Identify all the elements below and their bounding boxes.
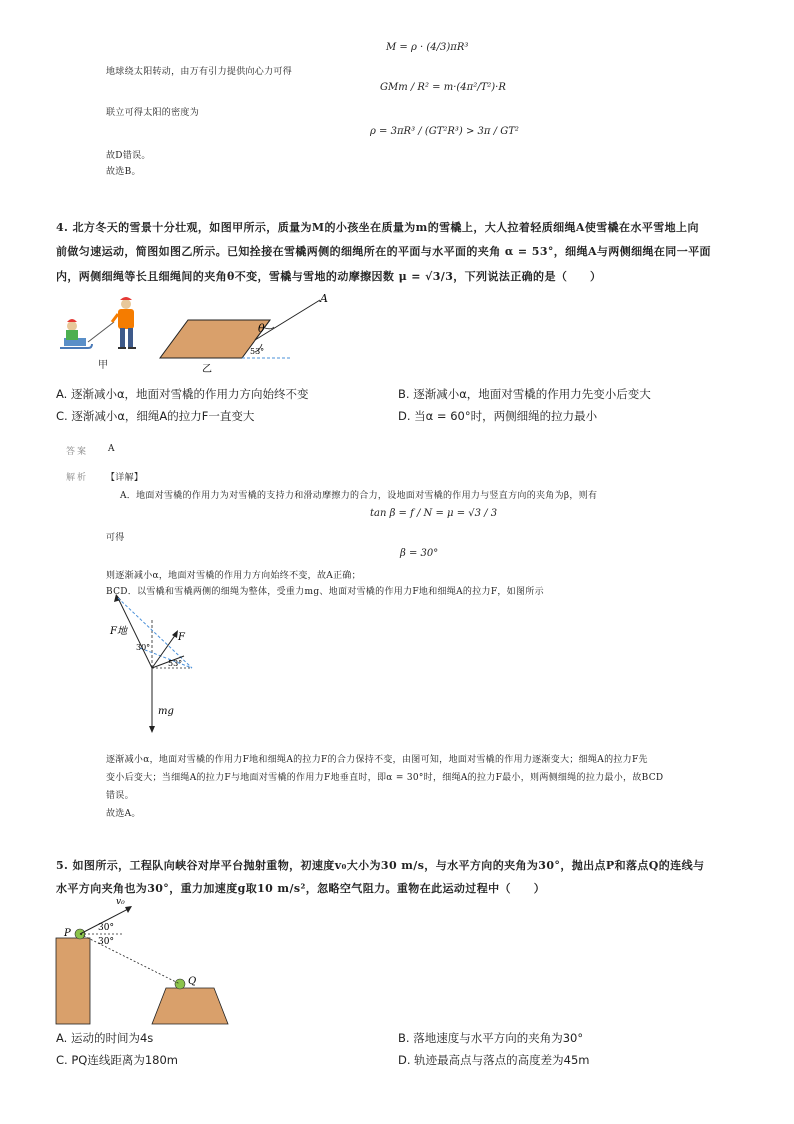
angle-53-label: 53° — [168, 659, 183, 668]
point-q-label: Q — [188, 976, 197, 987]
q4-option-d[interactable]: D. 当α = 60°时，两侧细绳的拉力最小 — [398, 409, 598, 423]
explanation-line: BCD．以雪橇和雪橇两侧的细绳为整体，受重力mg、地面对雪橇的作用力F地和细绳A的拉力F，如图所示 — [106, 587, 544, 597]
figure-yi — [150, 292, 340, 374]
rope-a-label: A — [320, 292, 328, 305]
detail-tag: 【详解】 — [106, 473, 144, 483]
explanation-line: 可得 — [106, 533, 125, 543]
answer-label: 答案 — [66, 447, 89, 457]
projectile-figure — [52, 896, 252, 1026]
force-label-fdi: F地 — [110, 626, 127, 637]
angle-label: 53° — [250, 347, 265, 356]
gravity-equation: GMm / R² = m·(4π²/T²)·R — [380, 82, 506, 93]
theta-label: θ — [258, 322, 265, 335]
q4-stem-line: 前做匀速运动，简图如图乙所示。已知拴接在雪橇两侧的细绳所在的平面与水平面的夹角 α = 53°，细绳A与两侧细绳在同一平面 — [56, 245, 711, 258]
point-p-label: P — [64, 928, 71, 939]
angle-up-label: 30° — [98, 923, 114, 933]
tan-equation: tan β = f / N = μ = √3 / 3 — [370, 508, 498, 519]
v0-label: v₀ — [116, 897, 125, 907]
q5-option-b[interactable]: B. 落地速度与水平方向的夹角为30° — [398, 1031, 584, 1045]
figure-label-jia: 甲 — [98, 360, 108, 371]
q4-option-b[interactable]: B. 逐渐减小α，地面对雪橇的作用力先变小后变大 — [398, 387, 651, 401]
q4-option-c[interactable]: C. 逐渐减小α，细绳A的拉力F一直变大 — [56, 409, 255, 423]
analysis-label: 解析 — [66, 473, 89, 483]
mass-equation: M = ρ · (4/3)πR³ — [386, 42, 469, 53]
angle-30-label: 30° — [136, 643, 151, 652]
q4-stem-line: 4. 北方冬天的雪景十分壮观，如图甲所示，质量为M的小孩坐在质量为m的雪橇上，大人拉着轻质细绳A使雪橇在水平雪地上向 — [56, 221, 699, 234]
explanation-line: 故选A。 — [106, 809, 141, 819]
explanation-line: A．地面对雪橇的作用力为对雪橇的支持力和滑动摩擦力的合力，设地面对雪橇的作用力与竖直方向的夹角为β，则有 — [120, 491, 598, 501]
solution-line: 联立可得太阳的密度为 — [106, 108, 200, 118]
q5-option-a[interactable]: A. 运动的时间为4s — [56, 1031, 154, 1045]
density-equation: ρ = 3πR³ / (GT²R³) > 3π / GT² — [370, 126, 519, 137]
force-diagram — [100, 590, 210, 740]
q4-option-a[interactable]: A. 逐渐减小α，地面对雪橇的作用力方向始终不变 — [56, 387, 309, 401]
beta-equation: β = 30° — [400, 548, 439, 559]
figure-label-yi: 乙 — [202, 364, 212, 374]
q5-stem-line: 水平方向夹角也为30°，重力加速度g取10 m/s²，忽略空气阻力。重物在此运动过程中（ ） — [56, 882, 546, 895]
q5-stem-line: 5. 如图所示，工程队向峡谷对岸平台抛射重物，初速度v₀大小为30 m/s，与水平方向的夹角为30°，抛出点P和落点Q的连线与 — [56, 859, 705, 872]
explanation-line: 错误。 — [106, 791, 134, 801]
explanation-line: 变小后变大；当细绳A的拉力F与地面对雪橇的作用力F地垂直时，即α = 30°时，细绳A的拉力F最小，则两侧细绳的拉力最小，故BCD — [106, 773, 664, 783]
q5-option-c[interactable]: C. PQ连线距离为180m — [56, 1053, 178, 1067]
solution-line: 故D错误。 — [106, 151, 151, 161]
explanation-line: 逐渐减小α，地面对雪橇的作用力F地和细绳A的拉力F的合力保持不变，由图可知，地面对雪橇的作用力逐渐变大；细绳A的拉力F先 — [106, 755, 648, 765]
q5-option-d[interactable]: D. 轨迹最高点与落点的高度差为45m — [398, 1053, 590, 1067]
explanation-line: 则逐渐减小α，地面对雪橇的作用力方向始终不变，故A正确； — [106, 571, 361, 581]
figure-jia — [56, 292, 146, 372]
force-label-f: F — [178, 632, 185, 643]
force-label-mg: mg — [158, 706, 174, 717]
solution-line: 地球绕太阳转动，由万有引力提供向心力可得 — [106, 67, 293, 77]
q4-stem-line: 内，两侧细绳等长且细绳间的夹角θ不变，雪橇与雪地的动摩擦因数 μ = √3/3，下列说法正确的是（ ） — [56, 270, 602, 283]
angle-down-label: 30° — [98, 937, 114, 947]
solution-line: 故选B。 — [106, 167, 141, 177]
answer-value: A — [108, 444, 115, 454]
